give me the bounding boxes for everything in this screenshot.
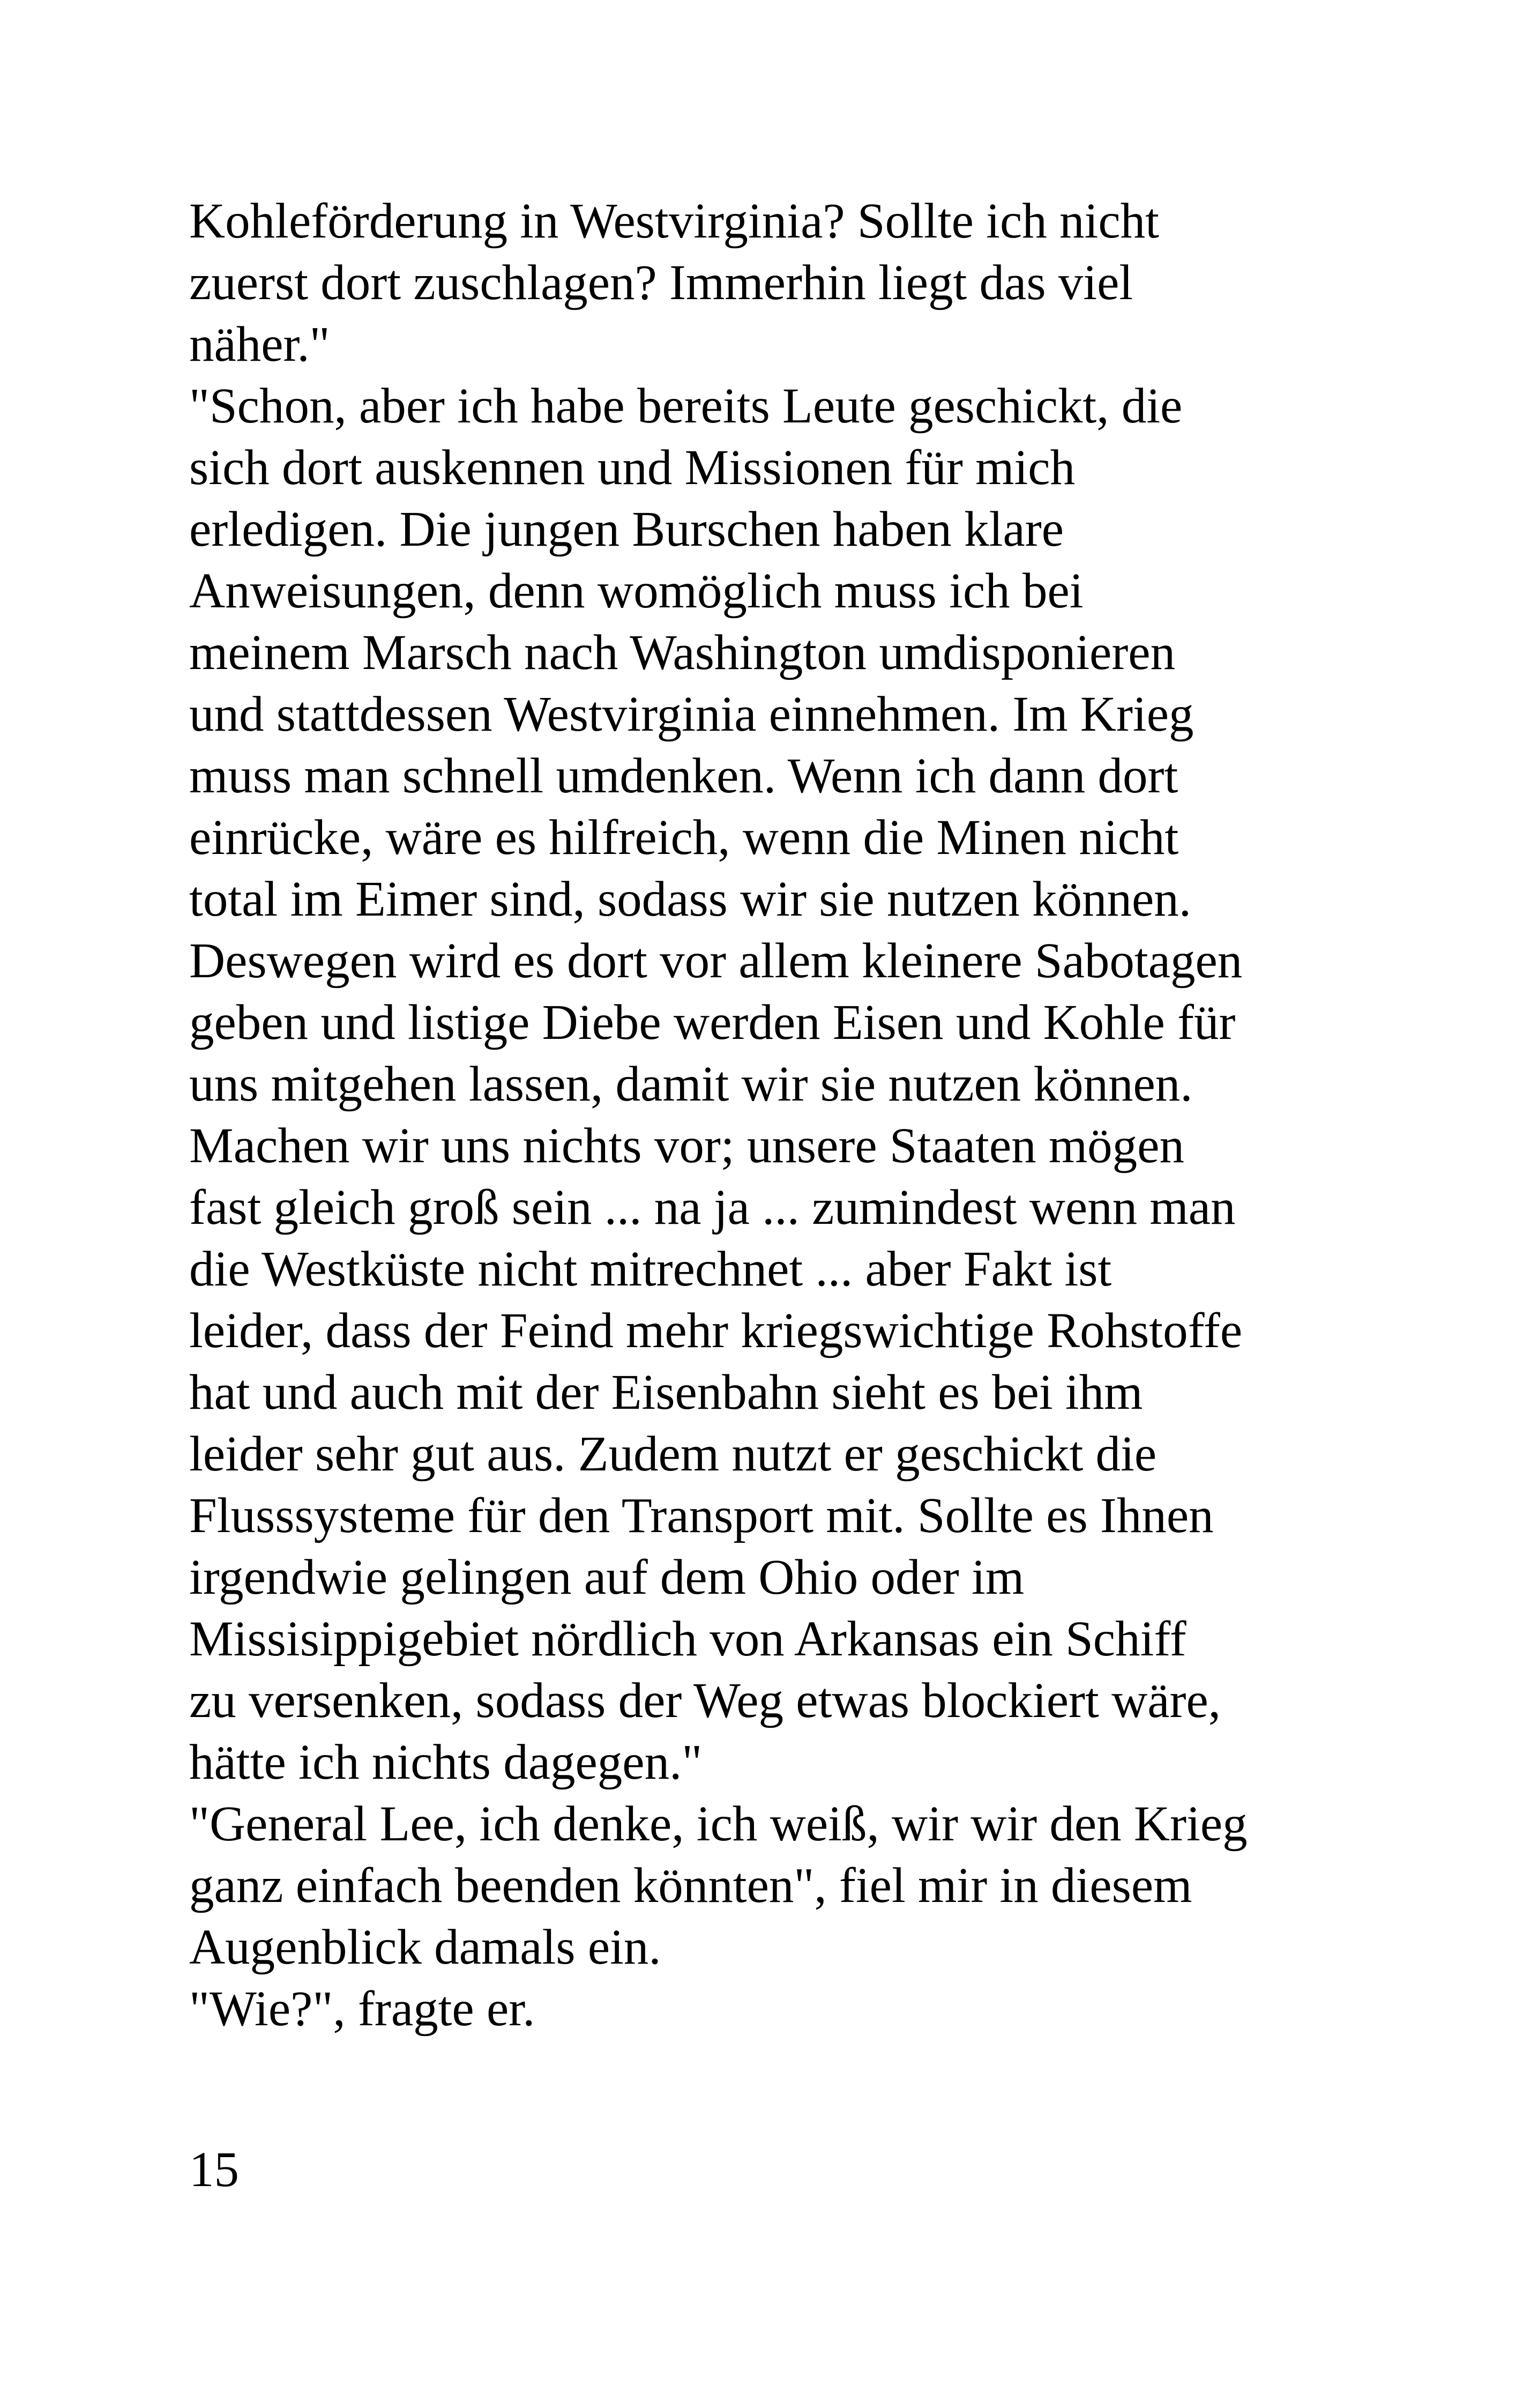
text-line: Flusssysteme für den Transport mit. Sollte es Ihnen [189,1488,1214,1543]
text-line: fast gleich groß sein ... na ja ... zumindest wenn man [189,1180,1236,1235]
text-line: muss man schnell umdenken. Wenn ich dann dort [189,748,1178,804]
text-line: irgendwie gelingen auf dem Ohio oder im [189,1550,1025,1605]
text-line: hätte ich nichts dagegen." [189,1735,703,1790]
text-line: sich dort auskennen und Missionen für mich [189,440,1076,495]
text-line: Missisippigebiet nördlich von Arkansas ein Schiff [189,1611,1186,1667]
text-line: Deswegen wird es dort vor allem kleinere Sabotagen [189,933,1243,989]
text-line: näher." [189,317,330,372]
text-line: Anweisungen, denn womöglich muss ich bei [189,563,1084,619]
text-line: leider sehr gut aus. Zudem nutzt er geschickt die [189,1426,1157,1482]
text-line: ganz einfach beenden könnten", fiel mir in diesem [189,1858,1192,1913]
text-line: hat und auch mit der Eisenbahn sieht es bei ihm [189,1365,1143,1420]
text-line: und stattdessen Westvirginia einnehmen. Im Krieg [189,687,1194,742]
text-line: meinem Marsch nach Washington umdisponieren [189,625,1176,680]
body-text [189,190,1368,2040]
text-line: erledigen. Die jungen Burschen haben klare [189,502,1064,557]
text-line: zu versenken, sodass der Weg etwas blockiert wäre, [189,1673,1221,1728]
page-number: 15 [189,2142,239,2197]
text-line: "Wie?", fragte er. [189,1981,535,2037]
text-line: zuerst dort zuschlagen? Immerhin liegt das viel [189,255,1133,310]
text-line: Machen wir uns nichts vor; unsere Staaten mögen [189,1118,1184,1173]
text-line: geben und listige Diebe werden Eisen und Kohle für [189,995,1236,1050]
text-line: einrücke, wäre es hilfreich, wenn die Minen nicht [189,810,1179,865]
text-line: Augenblick damals ein. [189,1920,661,1975]
text-line: "General Lee, ich denke, ich weiß, wir wir den Krieg [189,1796,1248,1852]
text-line: "Schon, aber ich habe bereits Leute geschickt, die [189,378,1183,434]
text-line: uns mitgehen lassen, damit wir sie nutzen können. [189,1057,1193,1112]
text-line: total im Eimer sind, sodass wir sie nutzen können. [189,872,1192,927]
text-line: die Westküste nicht mitrechnet ... aber Fakt ist [189,1242,1112,1297]
text-line: leider, dass der Feind mehr kriegswichtige Rohstoffe [189,1303,1243,1358]
text-line: Kohleförderung in Westvirginia? Sollte ich nicht [189,194,1159,249]
